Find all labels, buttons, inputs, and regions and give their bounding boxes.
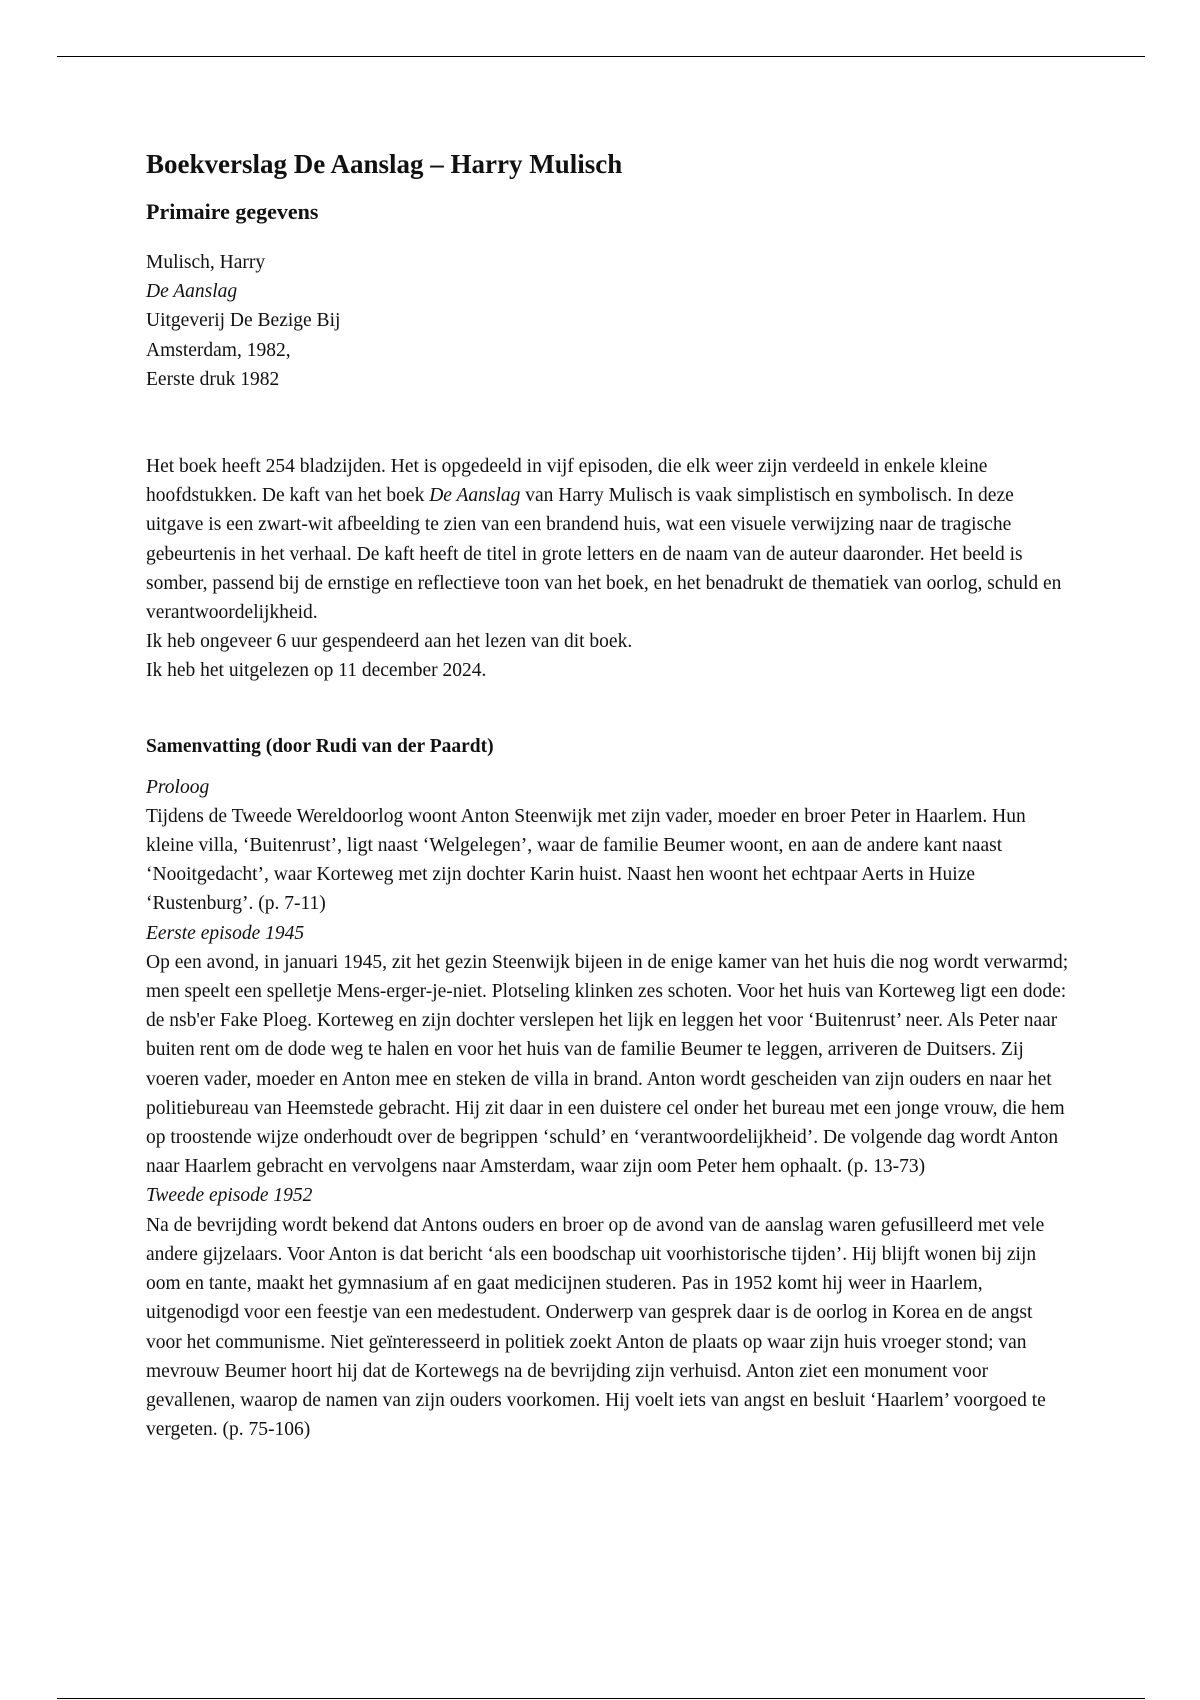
episode-heading-prologue: Proloog bbox=[146, 776, 210, 798]
edition-line: Eerste druk 1982 bbox=[146, 368, 280, 390]
reading-time-line: Ik heb ongeveer 6 uur gespendeerd aan het lezen van dit boek. bbox=[146, 631, 633, 653]
description-paragraph bbox=[146, 452, 1071, 627]
section-heading-primary: Primaire gegevens bbox=[146, 199, 319, 224]
summary-section bbox=[146, 773, 1071, 1445]
header-rule bbox=[57, 56, 1145, 57]
page-title: Boekverslag De Aanslag – Harry Mulisch bbox=[146, 149, 623, 179]
summary-heading: Samenvatting (door Rudi van der Paardt) bbox=[146, 735, 494, 757]
description-italic-title: De Aanslag bbox=[429, 485, 521, 507]
episode-text-prologue: Tijdens de Tweede Wereldoorlog woont Anton Steenwijk met zijn vader, moeder en broer Peter in Haarlem. Hun kleine villa, ‘Buitenrust’, ligt naast ‘Welgelegen’, waar de familie Beumer woont, en aan de andere kant naast ‘Nooitgedacht’, waar Korteweg met zijn dochter Karin huist. Naast hen woont het echtpaar Aerts in Huize ‘Rustenburg’. (p. 7-11) bbox=[146, 805, 1026, 915]
episode-text-second: Na de bevrijding wordt bekend dat Antons ouders en broer op de avond van de aanslag waren gefusilleerd met vele andere gijzelaars. Voor Anton is dat bericht ‘als een boodschap uit voorhistorische tijden’. Hij blijft wonen bij zijn oom en tante, maakt het gymnasium af en gaat medicijnen studeren. Pas in 1952 komt hij weer in Haarlem, uitgenodigd voor een feestje van een medestudent. Onderwerp van gesprek daar is de oorlog in Korea en de angst voor het communisme. Niet geïnteresseerd in politiek zoekt Anton de plaats op waar zijn huis vroeger stond; van mevrouw Beumer hoort hij dat de Kortewegs na de bevrijding zijn verhuisd. Anton ziet een monument voor gevallenen, waarop de namen van zijn ouders voorkomen. Hij voelt iets van angst en besluit ‘Haarlem’ voorgoed te vergeten. (p. 75-106) bbox=[146, 1214, 1046, 1441]
bibliographic-data bbox=[146, 248, 1071, 394]
episode-heading-first: Eerste episode 1945 bbox=[146, 922, 305, 944]
finished-date-line: Ik heb het uitgelezen op 11 december 2024. bbox=[146, 660, 487, 682]
description-text-2: van Harry Mulisch is vaak simplistisch en symbolisch. In deze uitgave is een zwart-wit afbeelding te zien van een brandend huis, wat een visuele verwijzing naar de tragische gebeurtenis in het verhaal. De kaft heeft de titel in grote letters en de naam van de auteur daaronder. Het beeld is somber, passend bij de ernstige en reflectieve toon van het boek, en het benadrukt de thematiek van oorlog, schuld en verantwoordelijkheid. bbox=[146, 485, 1062, 624]
footer-rule bbox=[57, 1698, 1145, 1699]
author-line: Mulisch, Harry bbox=[146, 252, 266, 273]
place-year-line: Amsterdam, 1982, bbox=[146, 339, 291, 361]
document-body bbox=[146, 144, 1071, 1444]
book-title-line: De Aanslag bbox=[146, 281, 238, 303]
book-description bbox=[146, 452, 1071, 686]
episode-heading-second: Tweede episode 1952 bbox=[146, 1185, 313, 1207]
episode-text-first: Op een avond, in januari 1945, zit het gezin Steenwijk bijeen in de enige kamer van het huis die nog wordt verwarmd; men speelt een spelletje Mens-erger-je-niet. Plotseling klinken zes schoten. Voor het huis van Korteweg ligt een dode: de nsb'er Fake Ploeg. Korteweg en zijn dochter verslepen het lijk en leggen het voor ‘Buitenrust’ neer. Als Peter naar buiten rent om de dode weg te halen en voor het huis van de familie Beumer te leggen, arriveren de Duitsers. Zij voeren vader, moeder en Anton mee en steken de villa in brand. Anton wordt gescheiden van zijn ouders en naar het politiebureau van Heemstede gebracht. Hij zit daar in een duistere cel onder het bureau met een jonge vrouw, die hem op troostende wijze onderhoudt over de begrippen ‘schuld’ en ‘verantwoordelijkheid’. De volgende dag wordt Anton naar Haarlem gebracht en vervolgens naar Amsterdam, waar zijn oom Peter hem ophaalt. (p. 13-73) bbox=[146, 951, 1069, 1178]
publisher-line: Uitgeverij De Bezige Bij bbox=[146, 310, 341, 332]
description-text-1: Het boek heeft 254 bladzijden. Het is opgedeeld in vijf episoden, die elk weer zijn verdeeld in enkele kleine hoofdstukken. De kaft van het boek bbox=[146, 456, 988, 507]
